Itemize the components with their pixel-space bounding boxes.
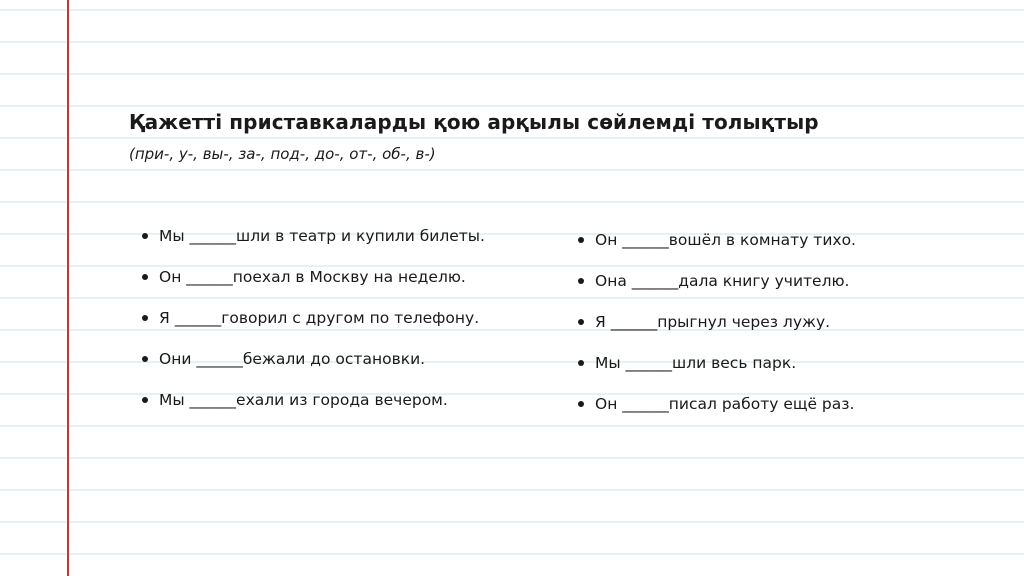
sentence-text: Я ______говорил с другом по телефону. <box>159 309 480 327</box>
red-margin-line <box>67 0 69 576</box>
list-item <box>142 349 485 390</box>
bullet-icon <box>578 401 584 407</box>
bullet-icon <box>578 278 584 284</box>
sentence-text: Она ______дала книгу учителю. <box>595 272 850 290</box>
bullet-icon <box>578 237 584 243</box>
list-item <box>578 271 856 312</box>
sentence-text: Мы ______ехали из города вечером. <box>159 391 448 409</box>
bullet-icon <box>142 274 148 280</box>
bullet-icon <box>142 356 148 362</box>
bullet-icon <box>142 315 148 321</box>
list-item <box>142 226 485 267</box>
sentence-text: Мы ______шли в театр и купили билеты. <box>159 227 485 245</box>
sentence-text: Мы ______шли весь парк. <box>595 354 797 372</box>
prefix-hint: (при-, у-, вы-, за-, под-, до-, от-, об-, в-) <box>129 145 436 163</box>
bullet-icon <box>142 397 148 403</box>
list-item <box>578 394 856 435</box>
list-item <box>142 308 485 349</box>
page-title: Қажетті приставкаларды қою арқылы сөйлемді толықтыр <box>129 110 819 134</box>
sentence-text: Он ______поехал в Москву на неделю. <box>159 268 466 286</box>
list-item <box>578 230 856 271</box>
sentence-text: Он ______писал работу ещё раз. <box>595 395 855 413</box>
bullet-icon <box>142 233 148 239</box>
bullet-icon <box>578 319 584 325</box>
list-item <box>578 312 856 353</box>
sentence-text: Он ______вошёл в комнату тихо. <box>595 231 856 249</box>
bullet-icon <box>578 360 584 366</box>
sentence-text: Они ______бежали до остановки. <box>159 350 426 368</box>
left-sentence-list <box>142 226 485 431</box>
list-item <box>578 353 856 394</box>
list-item <box>142 390 485 431</box>
sentence-text: Я ______прыгнул через лужу. <box>595 313 831 331</box>
right-sentence-list <box>578 230 856 435</box>
list-item <box>142 267 485 308</box>
